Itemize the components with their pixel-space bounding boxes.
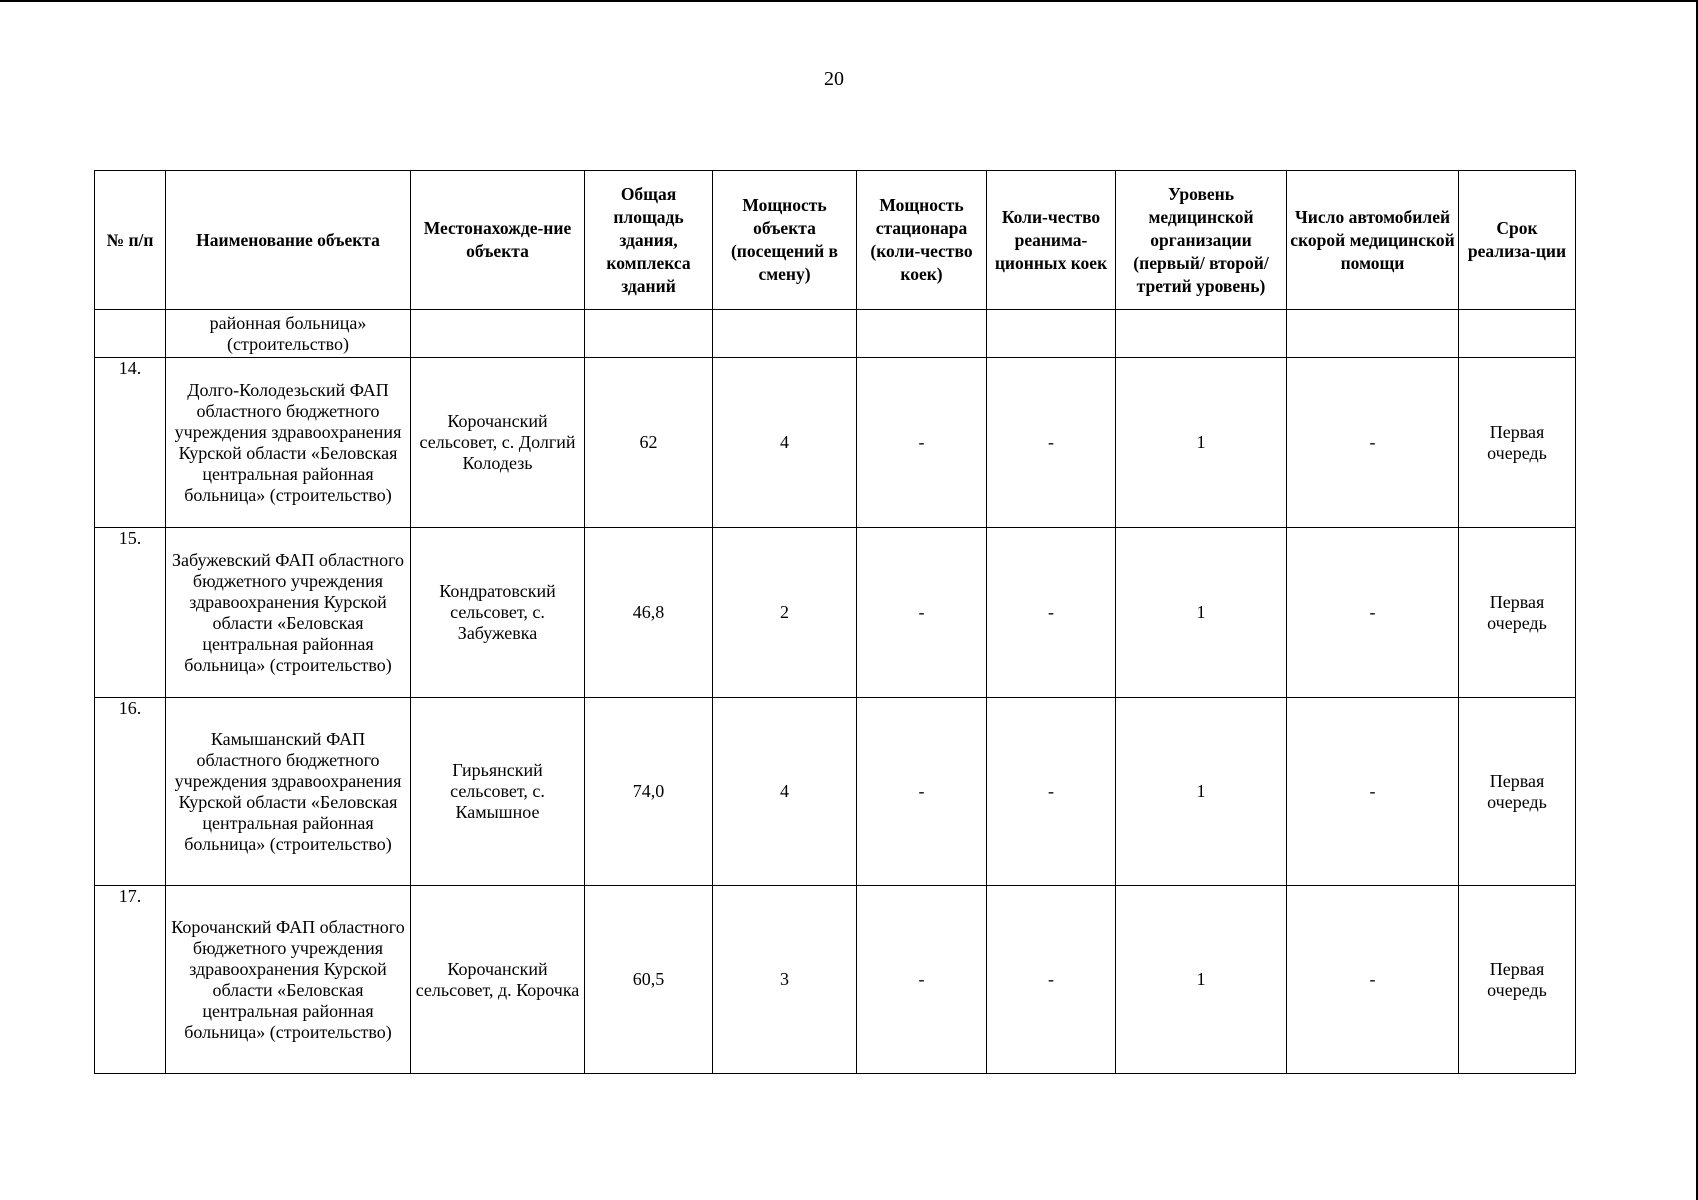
cell-icu-beds: - — [987, 358, 1116, 528]
table-row — [95, 698, 1576, 886]
cell-area: 46,8 — [585, 528, 713, 698]
cell-name: Забужевский ФАП областного бюджетного учреждения здравоохранения Курской области «Беловская центральная районная больница» (строительство) — [166, 528, 411, 698]
cell-icu-beds: - — [987, 528, 1116, 698]
cell-num: 15. — [95, 528, 166, 698]
cell-num: 17. — [95, 886, 166, 1074]
header-level: Уровень медицинской организации (первый/ второй/ третий уровень) — [1116, 171, 1287, 310]
cell-icu-beds: - — [987, 886, 1116, 1074]
cell-location: Кондратовский сельсовет, с. Забужевка — [411, 528, 585, 698]
cell-hospital-capacity: - — [857, 886, 987, 1074]
cell-level — [1116, 310, 1287, 358]
header-icu-beds: Коли-чество реанима-ционных коек — [987, 171, 1116, 310]
cell-level: 1 — [1116, 528, 1287, 698]
cell-location: Корочанский сельсовет, с. Долгий Колодезь — [411, 358, 585, 528]
table-row — [95, 528, 1576, 698]
cell-name: Корочанский ФАП областного бюджетного учреждения здравоохранения Курской области «Беловская центральная районная больница» (строительство) — [166, 886, 411, 1074]
cell-term: Первая очередь — [1459, 698, 1576, 886]
cell-capacity: 2 — [713, 528, 857, 698]
cell-name: Камышанский ФАП областного бюджетного учреждения здравоохранения Курской области «Беловская центральная районная больница» (строительство) — [166, 698, 411, 886]
cell-ambulances: - — [1287, 358, 1459, 528]
cell-num: 14. — [95, 358, 166, 528]
header-capacity: Мощность объекта (посещений в смену) — [713, 171, 857, 310]
header-hospital-capacity: Мощность стационара (коли-чество коек) — [857, 171, 987, 310]
cell-hospital-capacity: - — [857, 698, 987, 886]
table-row — [95, 358, 1576, 528]
table-body — [95, 310, 1576, 1074]
cell-ambulances: - — [1287, 886, 1459, 1074]
cell-icu-beds: - — [987, 698, 1116, 886]
cell-level: 1 — [1116, 698, 1287, 886]
table-header — [95, 171, 1576, 310]
cell-level: 1 — [1116, 886, 1287, 1074]
cell-ambulances: - — [1287, 528, 1459, 698]
cell-hospital-capacity: - — [857, 528, 987, 698]
cell-ambulances: - — [1287, 698, 1459, 886]
cell-capacity: 4 — [713, 698, 857, 886]
cell-area: 60,5 — [585, 886, 713, 1074]
cell-num: 16. — [95, 698, 166, 886]
cell-location — [411, 310, 585, 358]
cell-area: 74,0 — [585, 698, 713, 886]
cell-hospital-capacity: - — [857, 358, 987, 528]
cell-icu-beds — [987, 310, 1116, 358]
cell-area: 62 — [585, 358, 713, 528]
cell-capacity — [713, 310, 857, 358]
cell-area — [585, 310, 713, 358]
cell-ambulances — [1287, 310, 1459, 358]
header-area: Общая площадь здания, комплекса зданий — [585, 171, 713, 310]
cell-capacity: 3 — [713, 886, 857, 1074]
header-term: Срок реализа-ции — [1459, 171, 1576, 310]
cell-name: Долго-Колодезьский ФАП областного бюджетного учреждения здравоохранения Курской области «Беловская центральная районная больница» (строительство) — [166, 358, 411, 528]
table-row-continuation — [95, 310, 1576, 358]
cell-name: районная больница» (строительство) — [166, 310, 411, 358]
table-row — [95, 886, 1576, 1074]
header-num: № п/п — [95, 171, 166, 310]
cell-term — [1459, 310, 1576, 358]
cell-hospital-capacity — [857, 310, 987, 358]
header-row — [95, 171, 1576, 310]
cell-location: Гирьянский сельсовет, с. Камышное — [411, 698, 585, 886]
objects-table — [94, 170, 1576, 1074]
cell-term: Первая очередь — [1459, 358, 1576, 528]
cell-num — [95, 310, 166, 358]
cell-level: 1 — [1116, 358, 1287, 528]
cell-term: Первая очередь — [1459, 886, 1576, 1074]
cell-term: Первая очередь — [1459, 528, 1576, 698]
header-ambulances: Число автомобилей скорой медицинской помощи — [1287, 171, 1459, 310]
cell-location: Корочанский сельсовет, д. Корочка — [411, 886, 585, 1074]
page-number: 20 — [824, 68, 844, 90]
cell-capacity: 4 — [713, 358, 857, 528]
header-name: Наименование объекта — [166, 171, 411, 310]
header-location: Местонахожде-ние объекта — [411, 171, 585, 310]
